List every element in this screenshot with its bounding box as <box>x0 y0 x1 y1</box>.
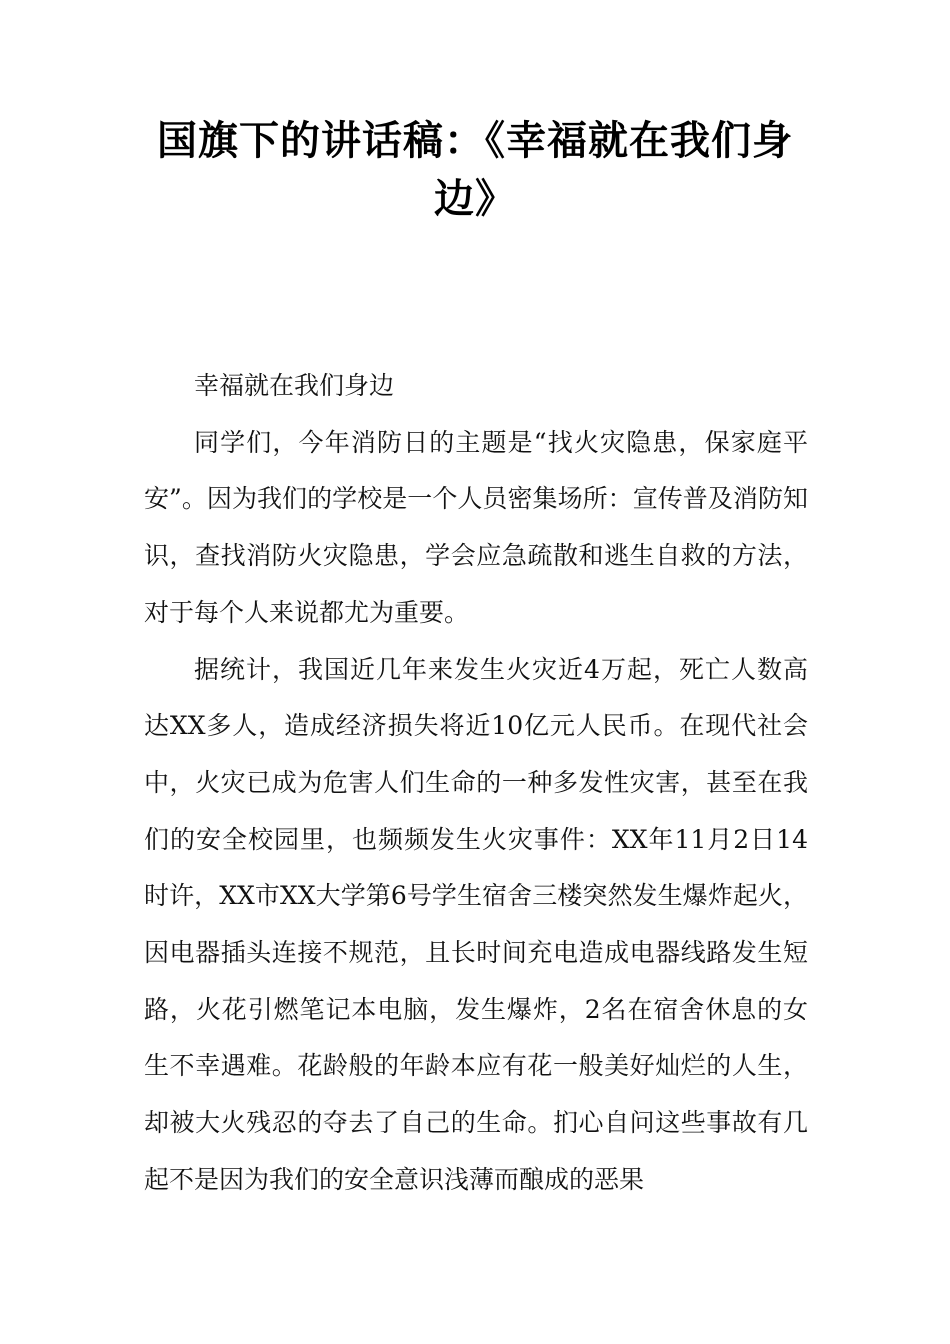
document-title: 国旗下的讲话稿：《幸福就在我们身边》 <box>157 118 793 222</box>
paragraph-intro: 同学们，今年消防日的主题是“找火灾隐患，保家庭平安”。因为我们的学校是一个人员密集场所：宣传普及消防知识，查找消防火灾隐患，学会应急疏散和逃生自救的方法，对于每个人来说都尤为重要。 <box>144 427 808 627</box>
paragraph-subtitle: 幸福就在我们身边 <box>194 371 395 400</box>
document-body <box>144 358 808 1209</box>
paragraph-statistics: 据统计，我国近几年来发生火灾近4万起，死亡人数高达XX多人，造成经济损失将近10亿元人民币。在现代社会中，火灾已成为危害人们生命的一种多发性灾害，甚至在我们的安全校园里，也频频发生火灾事件：XX年11月2日14时许，XX市XX大学第6号学生宿舍三楼突然发生爆炸起火，因电器插头连接不规范，且长时间充电造成电器线路发生短路，火花引燃笔记本电脑，发生爆炸，2名在宿舍休息的女生不幸遇难。花龄般的年龄本应有花一般美好灿烂的人生，却被大火残忍的夺去了自己的生命。扪心自问这些事故有几起不是因为我们的安全意识浅薄而酿成的恶果 <box>144 654 808 1194</box>
